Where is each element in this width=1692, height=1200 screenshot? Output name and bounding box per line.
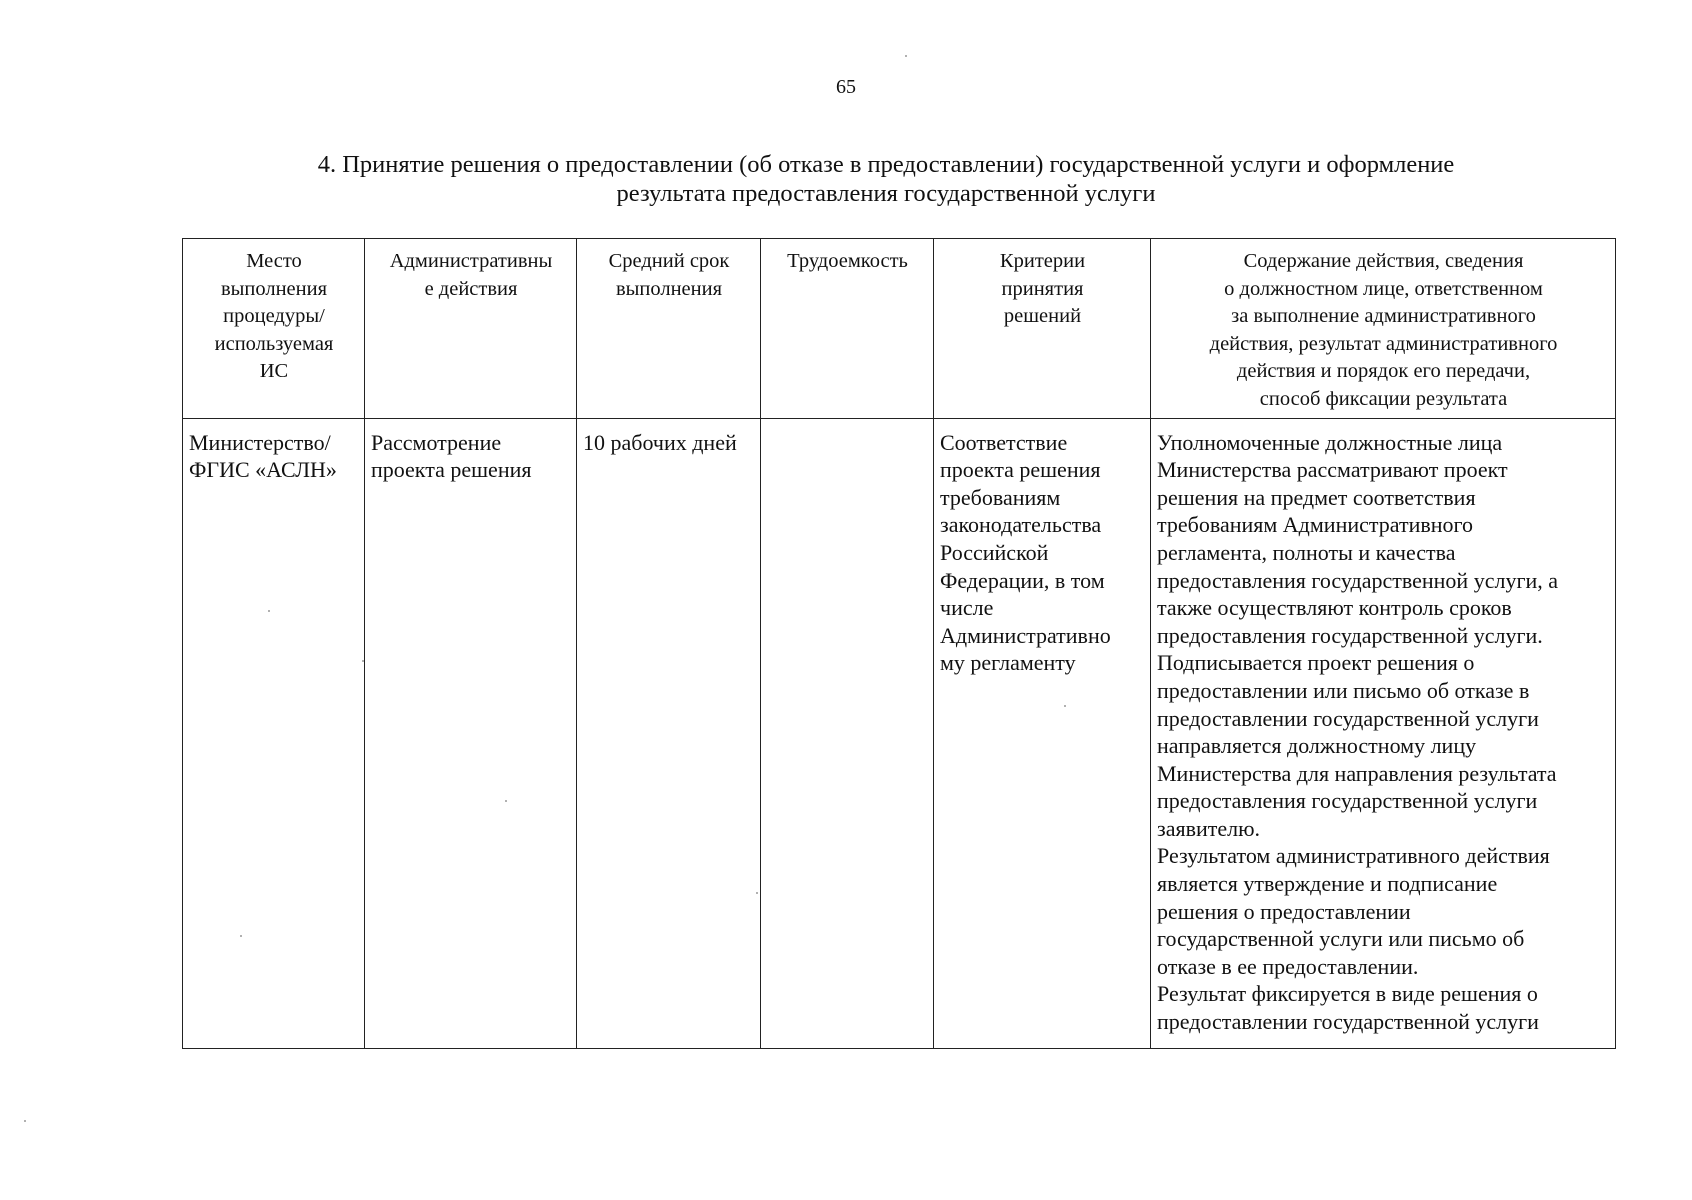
cell-criteria	[934, 418, 1151, 1048]
cell-line: Соответствие	[940, 429, 1068, 455]
cell-line: Результатом административного действия	[1157, 843, 1550, 869]
cell-line: направляется должностному лицу	[1157, 733, 1477, 759]
header-line: ИС	[259, 360, 289, 383]
scan-speck	[240, 935, 242, 937]
cell-line: Рассмотрение	[371, 429, 502, 455]
scan-speck	[505, 800, 507, 802]
table-header-row	[183, 239, 1616, 419]
header-line: Трудоемкость	[787, 250, 908, 272]
scan-speck	[362, 660, 364, 662]
cell-content	[1151, 418, 1616, 1048]
cell-line: му регламенту	[940, 650, 1076, 676]
header-actions	[365, 239, 577, 419]
cell-line: Министерства для направления результата	[1157, 760, 1557, 786]
header-line: действия, результат административного	[1209, 332, 1558, 355]
header-line: е действия	[424, 277, 518, 300]
cell-line: числе	[940, 595, 994, 621]
cell-line: проекта решения	[940, 457, 1101, 483]
cell-place	[183, 418, 365, 1048]
cell-line: Подписывается проект решения о	[1157, 650, 1475, 676]
header-line: Административны	[389, 250, 553, 272]
header-line: процедуры/	[223, 305, 325, 328]
cell-line: проекта решения	[371, 457, 532, 483]
scan-speck	[24, 1120, 26, 1122]
scan-speck	[1064, 705, 1066, 707]
table-row	[183, 418, 1616, 1048]
header-line: принятия	[1001, 277, 1084, 300]
cell-line: ФГИС «АСЛН»	[189, 457, 337, 483]
cell-term	[577, 418, 761, 1048]
cell-line: также осуществляют контроль сроков	[1157, 595, 1512, 621]
header-line: выполнения	[615, 277, 723, 300]
header-line: решений	[1003, 305, 1082, 328]
cell-line: Министерство/	[189, 429, 331, 455]
header-content	[1151, 239, 1616, 419]
header-place	[183, 239, 365, 419]
cell-line: требованиям	[940, 484, 1061, 510]
cell-line: предоставления государственной услуги	[1157, 788, 1538, 814]
header-line: используемая	[214, 332, 334, 355]
cell-line: предоставлении государственной услуги	[1157, 705, 1539, 731]
cell-line: государственной услуги или письмо об	[1157, 926, 1525, 952]
section-title	[160, 150, 1612, 208]
cell-line: решения на предмет соответствия	[1157, 484, 1476, 510]
cell-line: Федерации, в том	[940, 567, 1105, 593]
header-line: за выполнение административного	[1231, 305, 1536, 328]
cell-line: Уполномоченные должностные лица	[1157, 429, 1503, 455]
header-line: Критерии	[999, 250, 1086, 272]
cell-line: предоставления государственной услуги, а	[1157, 567, 1559, 593]
header-line: выполнения	[220, 277, 328, 300]
header-criteria	[934, 239, 1151, 419]
cell-line: заявителю.	[1157, 815, 1261, 841]
page-number: 65	[836, 76, 856, 98]
scan-speck	[756, 892, 758, 894]
cell-line: является утверждение и подписание	[1157, 871, 1498, 897]
scan-speck	[268, 610, 270, 612]
section-title-line: результата предоставления государственной услуги	[616, 180, 1156, 207]
header-line: способ фиксации результата	[1259, 387, 1508, 410]
cell-line: регламента, полноты и качества	[1157, 539, 1456, 565]
scan-speck	[905, 55, 907, 57]
cell-line: Результат фиксируется в виде решения о	[1157, 981, 1538, 1007]
header-line: о должностном лице, ответственном	[1224, 277, 1543, 300]
cell-line: 10 рабочих дней	[583, 429, 737, 455]
cell-labor	[761, 418, 934, 1048]
cell-line: предоставлении или письмо об отказе в	[1157, 677, 1530, 703]
header-line: Место	[246, 250, 302, 272]
header-line: действия и порядок его передачи,	[1236, 360, 1531, 383]
header-line: Содержание действия, сведения	[1243, 250, 1524, 272]
cell-line: требованиям Административного	[1157, 512, 1473, 538]
procedure-table	[182, 238, 1616, 1049]
cell-line: Российской	[940, 539, 1049, 565]
cell-line: Административно	[940, 622, 1111, 648]
section-title-line: 4. Принятие решения о предоставлении (об отказе в предоставлении) государственной услуги и оформление	[317, 151, 1455, 178]
cell-action	[365, 418, 577, 1048]
cell-line: законодательства	[940, 512, 1102, 538]
cell-line: решения о предоставлении	[1157, 898, 1411, 924]
header-labor	[761, 239, 934, 419]
cell-line: предоставлении государственной услуги	[1157, 1009, 1539, 1035]
cell-line: отказе в ее предоставлении.	[1157, 953, 1419, 979]
cell-line: Министерства рассматривают проект	[1157, 457, 1508, 483]
header-term	[577, 239, 761, 419]
header-line: Средний срок	[608, 250, 730, 272]
cell-line: предоставления государственной услуги.	[1157, 622, 1543, 648]
